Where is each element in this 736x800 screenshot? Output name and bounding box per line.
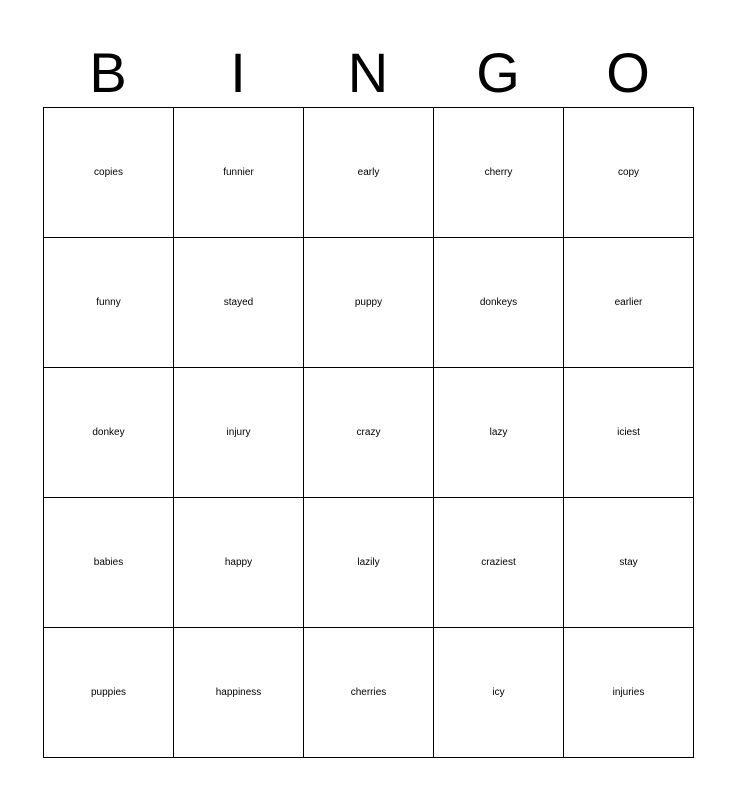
bingo-cell: babies [44,498,174,628]
bingo-cell: lazily [304,498,434,628]
bingo-cell: funnier [174,108,304,238]
bingo-cell: copy [564,108,694,238]
bingo-cell: cherry [434,108,564,238]
bingo-cell: puppy [304,238,434,368]
bingo-cell: puppies [44,628,174,758]
header-letter-i: I [230,41,246,104]
bingo-cell: stayed [174,238,304,368]
bingo-cell: stay [564,498,694,628]
bingo-cell: injuries [564,628,694,758]
header-letter-o: O [606,41,650,104]
bingo-cell: copies [44,108,174,238]
bingo-board [43,107,694,758]
bingo-cell: happy [174,498,304,628]
bingo-cell: craziest [434,498,564,628]
bingo-cell: donkey [44,368,174,498]
header-letter-n: N [347,41,389,104]
bingo-cell: crazy [304,368,434,498]
header-letter-b: B [89,41,127,104]
bingo-cell: early [304,108,434,238]
bingo-cell: icy [434,628,564,758]
bingo-cell: iciest [564,368,694,498]
header-letter-g: G [476,41,520,104]
bingo-cell: cherries [304,628,434,758]
bingo-cell: donkeys [434,238,564,368]
bingo-cell: lazy [434,368,564,498]
bingo-cell: happiness [174,628,304,758]
bingo-header [43,40,693,106]
bingo-cell: funny [44,238,174,368]
bingo-cell: injury [174,368,304,498]
bingo-cell: earlier [564,238,694,368]
